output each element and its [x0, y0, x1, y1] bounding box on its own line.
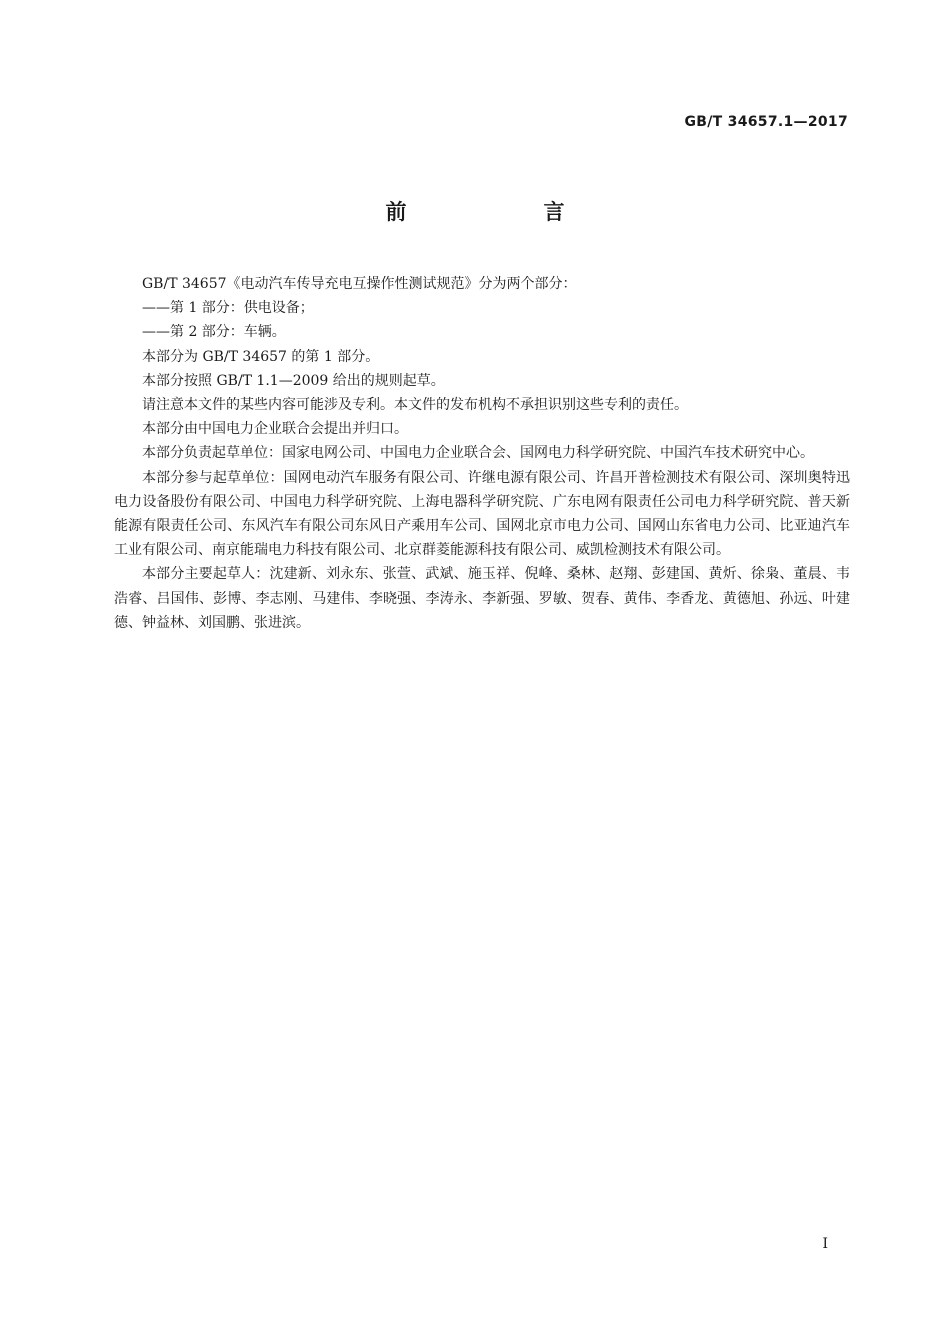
paragraph-lead-drafters: 本部分负责起草单位：国家电网公司、中国电力企业联合会、国网电力科学研究院、中国汽车技术研究中心。 [142, 445, 814, 462]
paragraph-main-drafters: 本部分主要起草人：沈建新、刘永东、张萱、武斌、施玉祥、倪峰、桑林、赵翔、彭建国、黄炘、徐枭、董晨、韦浩睿、吕国伟、彭博、李志刚、马建伟、李晓强、李涛永、李新强、罗敏、贺春、黄伟、李香龙、黄德旭、孙远、叶建德、钟益林、刘国鹏、张进滨。 [114, 566, 850, 631]
paragraph-drafting-rules: 本部分按照 GB/T 1.1—2009 给出的规则起草。 [142, 372, 445, 389]
document-body [114, 272, 850, 635]
page-title: 前 言 [385, 200, 623, 224]
paragraph-proposer: 本部分由中国电力企业联合会提出并归口。 [142, 421, 408, 438]
paragraph-part-2: ——第 2 部分：车辆。 [142, 324, 286, 341]
paragraph-standard-parts: GB/T 34657《电动汽车传导充电互操作性测试规范》分为两个部分： [142, 276, 577, 292]
standard-code: GB/T 34657.1—2017 [684, 114, 848, 130]
paragraph-part-1: ——第 1 部分：供电设备； [142, 300, 314, 317]
page-number: I [822, 1236, 828, 1252]
paragraph-participating-drafters: 本部分参与起草单位：国网电动汽车服务有限公司、许继电源有限公司、许昌开普检测技术有限公司、深圳奥特迅电力设备股份有限公司、中国电力科学研究院、上海电器科学研究院、广东电网有限责任公司电力科学研究院、普天新能源有限责任公司、东风汽车有限公司东风日产乘用车公司、国网北京市电力公司、国网山东省电力公司、比亚迪汽车工业有限公司、南京能瑞电力科技有限公司、北京群菱能源科技有限公司、威凯检测技术有限公司。 [114, 469, 850, 559]
paragraph-this-part: 本部分为 GB/T 34657 的第 1 部分。 [142, 348, 380, 365]
paragraph-patent-notice: 请注意本文件的某些内容可能涉及专利。本文件的发布机构不承担识别这些专利的责任。 [142, 397, 688, 414]
